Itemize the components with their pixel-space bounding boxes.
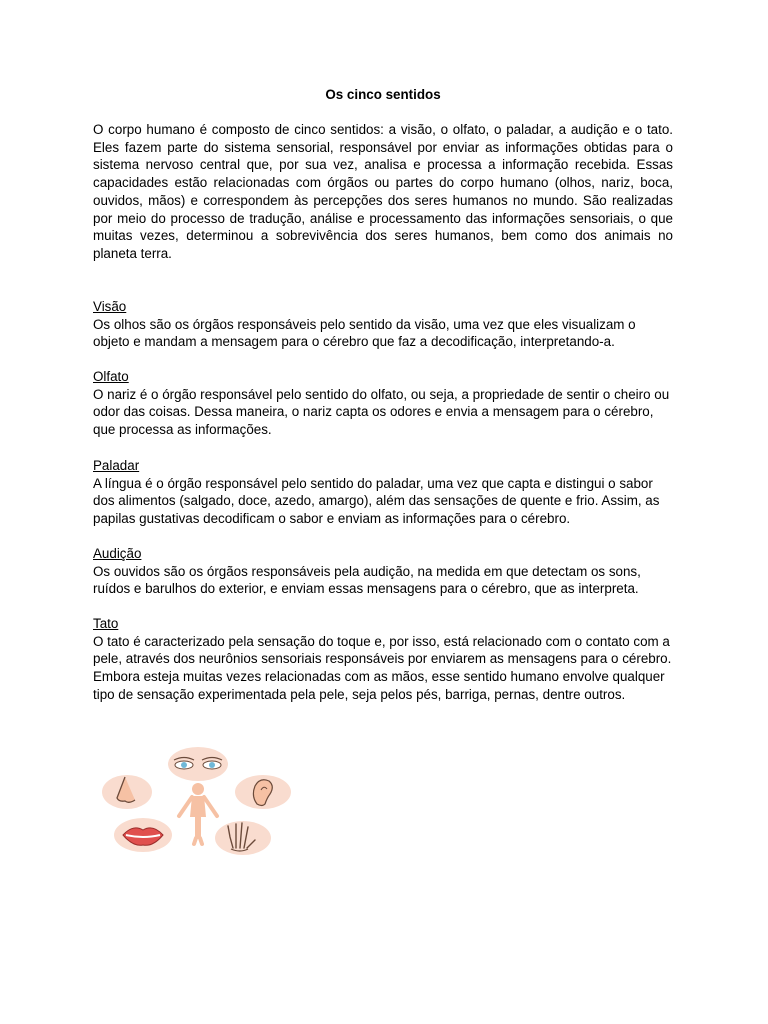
section-title: Olfato xyxy=(93,369,129,384)
section-body: O nariz é o órgão responsável pelo sentido do olfato, ou seja, a propriedade de sentir o cheiro ou odor das coisas. Dessa maneira, o nariz capta os odores e envia a mensagem para o cérebro, que processa as informações. xyxy=(93,386,670,438)
human-body-icon xyxy=(179,783,217,844)
section-title: Visão xyxy=(93,299,127,314)
section-paladar xyxy=(93,457,673,528)
mouth-icon xyxy=(114,818,172,852)
five-senses-illustration xyxy=(97,744,299,858)
eyes-icon xyxy=(168,747,228,781)
section-body: Os ouvidos são os órgãos responsáveis pela audição, na medida em que detectam os sons, ruídos e barulhos do exterior, e enviam essas mensagens para o cérebro, que as interpreta. xyxy=(93,563,641,597)
section-audicao xyxy=(93,545,673,598)
section-title: Audição xyxy=(93,546,142,561)
section-body: A língua é o órgão responsável pelo sentido do paladar, uma vez que capta e distingui o sabor dos alimentos (salgado, doce, azedo, amargo), além das sensações de quente e frio. Assim, as papilas gustativas decodificam o sabor e enviam as informações para o cérebro. xyxy=(93,475,660,527)
hand-icon xyxy=(215,821,271,855)
section-title: Paladar xyxy=(93,458,140,473)
intro-paragraph: O corpo humano é composto de cinco sentidos: a visão, o olfato, o paladar, a audição e o tato. Eles fazem parte do sistema sensorial, responsável por enviar as informações obtidas para o sistema nervoso central que, por sua vez, analisa e processa a informação recebida. Essas capacidades estão relacionadas com órgãos ou partes do corpo humano (olhos, nariz, boca, ouvidos, mãos) e correspondem às percepções dos seres humanos no mundo. São realizadas por meio do processo de tradução, análise e processamento das informações sensoriais, o que muitas vezes, determinou a sobrevivência dos seres humanos, bem como dos animais no planeta terra. xyxy=(93,122,673,261)
section-title: Tato xyxy=(93,616,119,631)
section-tato xyxy=(93,615,673,704)
section-body: Os olhos são os órgãos responsáveis pelo sentido da visão, uma vez que eles visualizam o objeto e mandam a mensagem para o cérebro que faz a decodificação, interpretando-a. xyxy=(93,316,636,350)
section-visao xyxy=(93,298,673,351)
ear-icon xyxy=(235,775,291,809)
nose-icon xyxy=(102,775,152,809)
document-title: Os cinco sentidos xyxy=(325,87,441,102)
section-body: O tato é caracterizado pela sensação do toque e, por isso, está relacionado com o contato com a pele, através dos neurônios sensoriais responsáveis por enviarem as mensagens para o cérebro. Embora esteja muitas vezes relacionadas com as mãos, esse sentido humano envolve qualquer tipo de sensação experimentada pela pele, seja pelos pés, barriga, pernas, dentre outros. xyxy=(93,633,672,702)
section-olfato xyxy=(93,368,673,439)
